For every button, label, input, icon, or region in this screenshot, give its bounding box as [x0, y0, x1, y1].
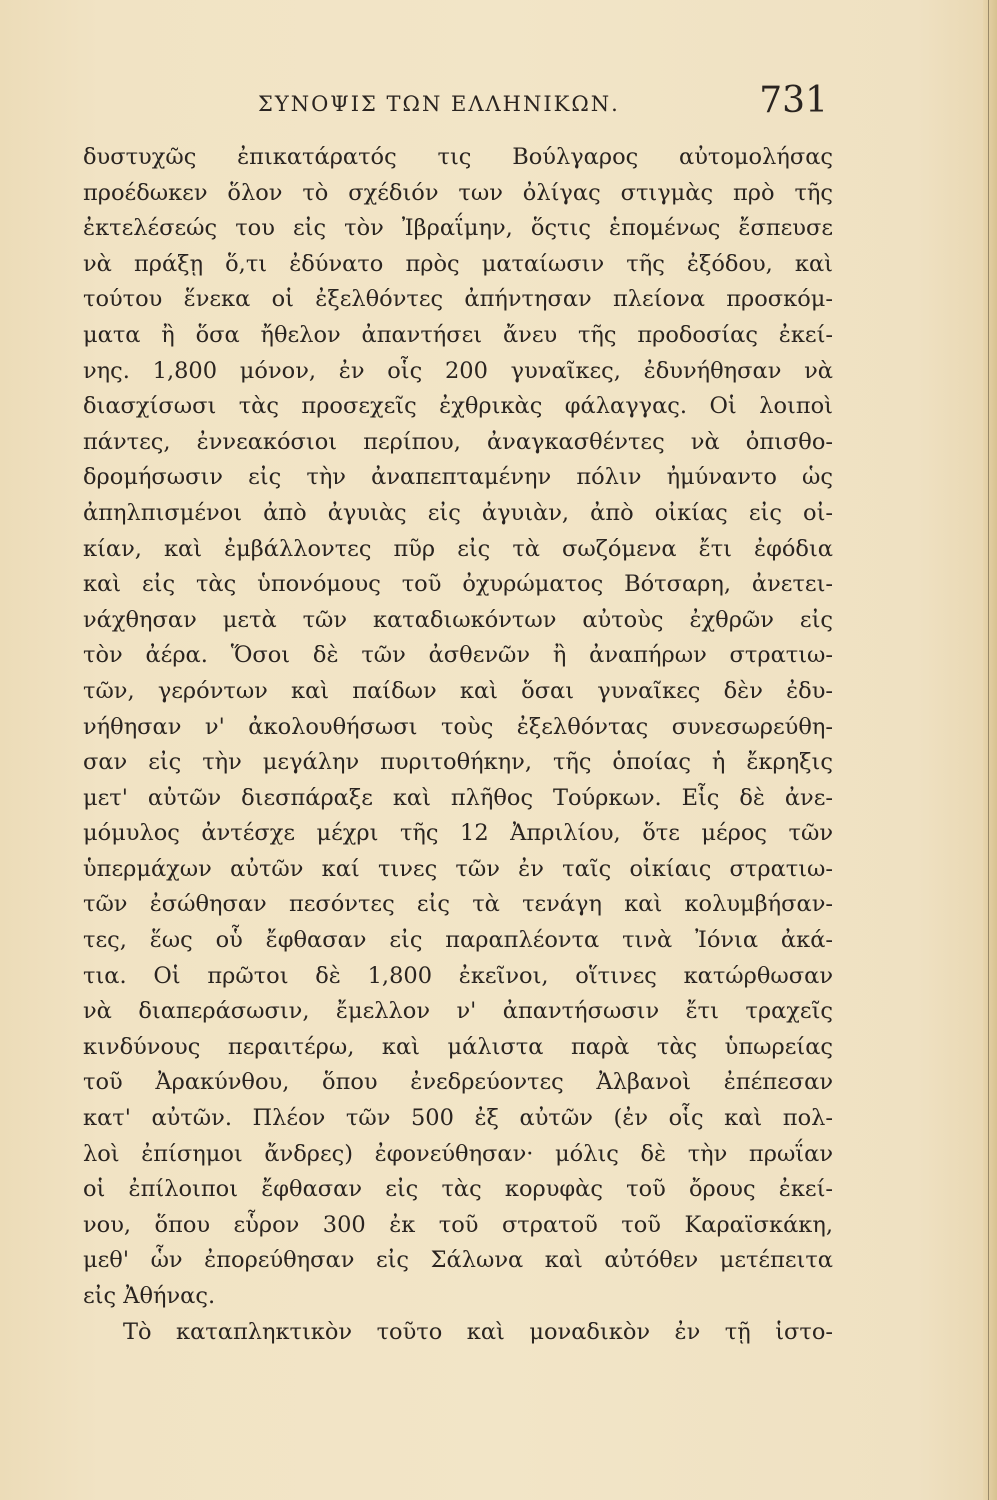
text-line: ἐκτελέσεώς του εἰς τὸν Ἰβραΐμην, ὅςτις ἑπομένως ἔσπευσε: [83, 215, 833, 242]
text-line: εἰς Ἀθήνας.: [83, 1283, 216, 1309]
text-line: τῶν ἐσώθησαν πεσόντες εἰς τὰ τενάγη καὶ κολυμβήσαν-: [83, 891, 833, 918]
text-line: προέδωκεν ὅλον τὸ σχέδιόν των ὀλίγας στιγμὰς πρὸ τῆς: [83, 179, 833, 206]
text-line: ἀπηλπισμένοι ἀπὸ ἀγυιὰς εἰς ἀγυιὰν, ἀπὸ οἰκίας εἰς οἰ-: [83, 499, 833, 526]
text-line: μεθ' ὧν ἐπορεύθησαν εἰς Σάλωνα καὶ αὐτόθεν μετέπειτα: [83, 1247, 833, 1274]
text-line: τῶν, γερόντων καὶ παίδων καὶ ὅσαι γυναῖκες δὲν ἐδυ-: [83, 677, 833, 704]
page-edge-line: [988, 0, 989, 1500]
text-line: νήθησαν ν' ἀκολουθήσωσι τοὺς ἐξελθόντας συνεσωρεύθη-: [83, 713, 833, 740]
text-line: τούτου ἕνεκα οἱ ἐξελθόντες ἀπήντησαν πλείονα προσκόμ-: [83, 286, 833, 313]
page-number: 731: [759, 80, 828, 121]
text-line: κατ' αὐτῶν. Πλέον τῶν 500 ἐξ αὐτῶν (ἐν οἷς καὶ πολ-: [83, 1105, 833, 1132]
page-edge: [983, 0, 997, 1500]
text-line: ματα ἢ ὅσα ἤθελον ἀπαντήσει ἄνευ τῆς προδοσίας ἐκεί-: [83, 321, 833, 348]
text-line: νου, ὅπου εὗρον 300 ἐκ τοῦ στρατοῦ τοῦ Καραϊσκάκη,: [83, 1211, 833, 1238]
text-line: πάντες, ἐννεακόσιοι περίπου, ἀναγκασθέντες νὰ ὀπισθο-: [83, 428, 833, 455]
text-line: ὑπερμάχων αὐτῶν καί τινες τῶν ἐν ταῖς οἰκίαις στρατιω-: [83, 855, 833, 882]
text-line: οἱ ἐπίλοιποι ἔφθασαν εἰς τὰς κορυφὰς τοῦ ὄρους ἐκεί-: [83, 1176, 833, 1203]
paragraph-start-line: Τὸ καταπληκτικὸν τοῦτο καὶ μοναδικὸν ἐν τῇ ἱστο-: [123, 1318, 833, 1345]
text-line: νὰ πράξῃ ὅ,τι ἐδύνατο πρὸς ματαίωσιν τῆς ἐξόδου, καὶ: [83, 250, 833, 277]
text-line: κίαν, καὶ ἐμβάλλοντες πῦρ εἰς τὰ σωζόμενα ἔτι ἐφόδια: [83, 535, 833, 562]
text-line: λοὶ ἐπίσημοι ἄνδρες) ἐφονεύθησαν· μόλις δὲ τὴν πρωΐαν: [83, 1140, 833, 1167]
page-header: [258, 80, 828, 124]
text-line: τὸν ἀέρα. Ὅσοι δὲ τῶν ἀσθενῶν ἢ ἀναπήρων στρατιω-: [83, 642, 833, 669]
text-line: δυστυχῶς ἐπικατάρατός τις Βούλγαρος αὐτομολήσας: [83, 144, 833, 170]
text-line: καὶ εἰς τὰς ὑπονόμους τοῦ ὀχυρώματος Βότσαρη, ἀνετει-: [83, 571, 833, 598]
text-line: τοῦ Ἀρακύνθου, ὅπου ἐνεδρεύοντες Ἀλβανοὶ ἐπέπεσαν: [83, 1069, 833, 1096]
text-line: μετ' αὐτῶν διεσπάραξε καὶ πλῆθος Τούρκων. Εἷς δὲ ἀνε-: [83, 784, 833, 811]
text-line: τες, ἕως οὗ ἔφθασαν εἰς παραπλέοντα τινὰ Ἰόνια ἀκά-: [83, 927, 833, 954]
text-line: τια. Οἱ πρῶτοι δὲ 1,800 ἐκεῖνοι, οἵτινες κατώρθωσαν: [83, 962, 833, 989]
text-line: μόμυλος ἀντέσχε μέχρι τῆς 12 Ἀπριλίου, ὅτε μέρος τῶν: [83, 820, 833, 847]
text-line: νὰ διαπεράσωσιν, ἔμελλον ν' ἀπαντήσωσιν ἔτι τραχεῖς: [83, 998, 833, 1025]
text-line: νης. 1,800 μόνον, ἐν οἷς 200 γυναῖκες, ἐδυνήθησαν νὰ: [83, 357, 833, 384]
text-line: κινδύνους περαιτέρω, καὶ μάλιστα παρὰ τὰς ὑπωρείας: [83, 1033, 833, 1060]
text-line: νάχθησαν μετὰ τῶν καταδιωκόντων αὐτοὺς ἐχθρῶν εἰς: [83, 606, 833, 633]
text-line: διασχίσωσι τὰς προσεχεῖς ἐχθρικὰς φάλαγγας. Οἱ λοιποὶ: [83, 393, 833, 420]
running-title: ΣΥΝΟΨΙΣ ΤΩΝ ΕΛΛΗΝΙΚΩΝ.: [258, 92, 620, 116]
body-text: [83, 140, 833, 1350]
text-line: δρομήσωσιν εἰς τὴν ἀναπεπταμένην πόλιν ἠμύναντο ὡς: [83, 464, 833, 491]
text-line: σαν εἰς τὴν μεγάλην πυριτοθήκην, τῆς ὁποίας ἡ ἔκρηξις: [83, 749, 833, 776]
